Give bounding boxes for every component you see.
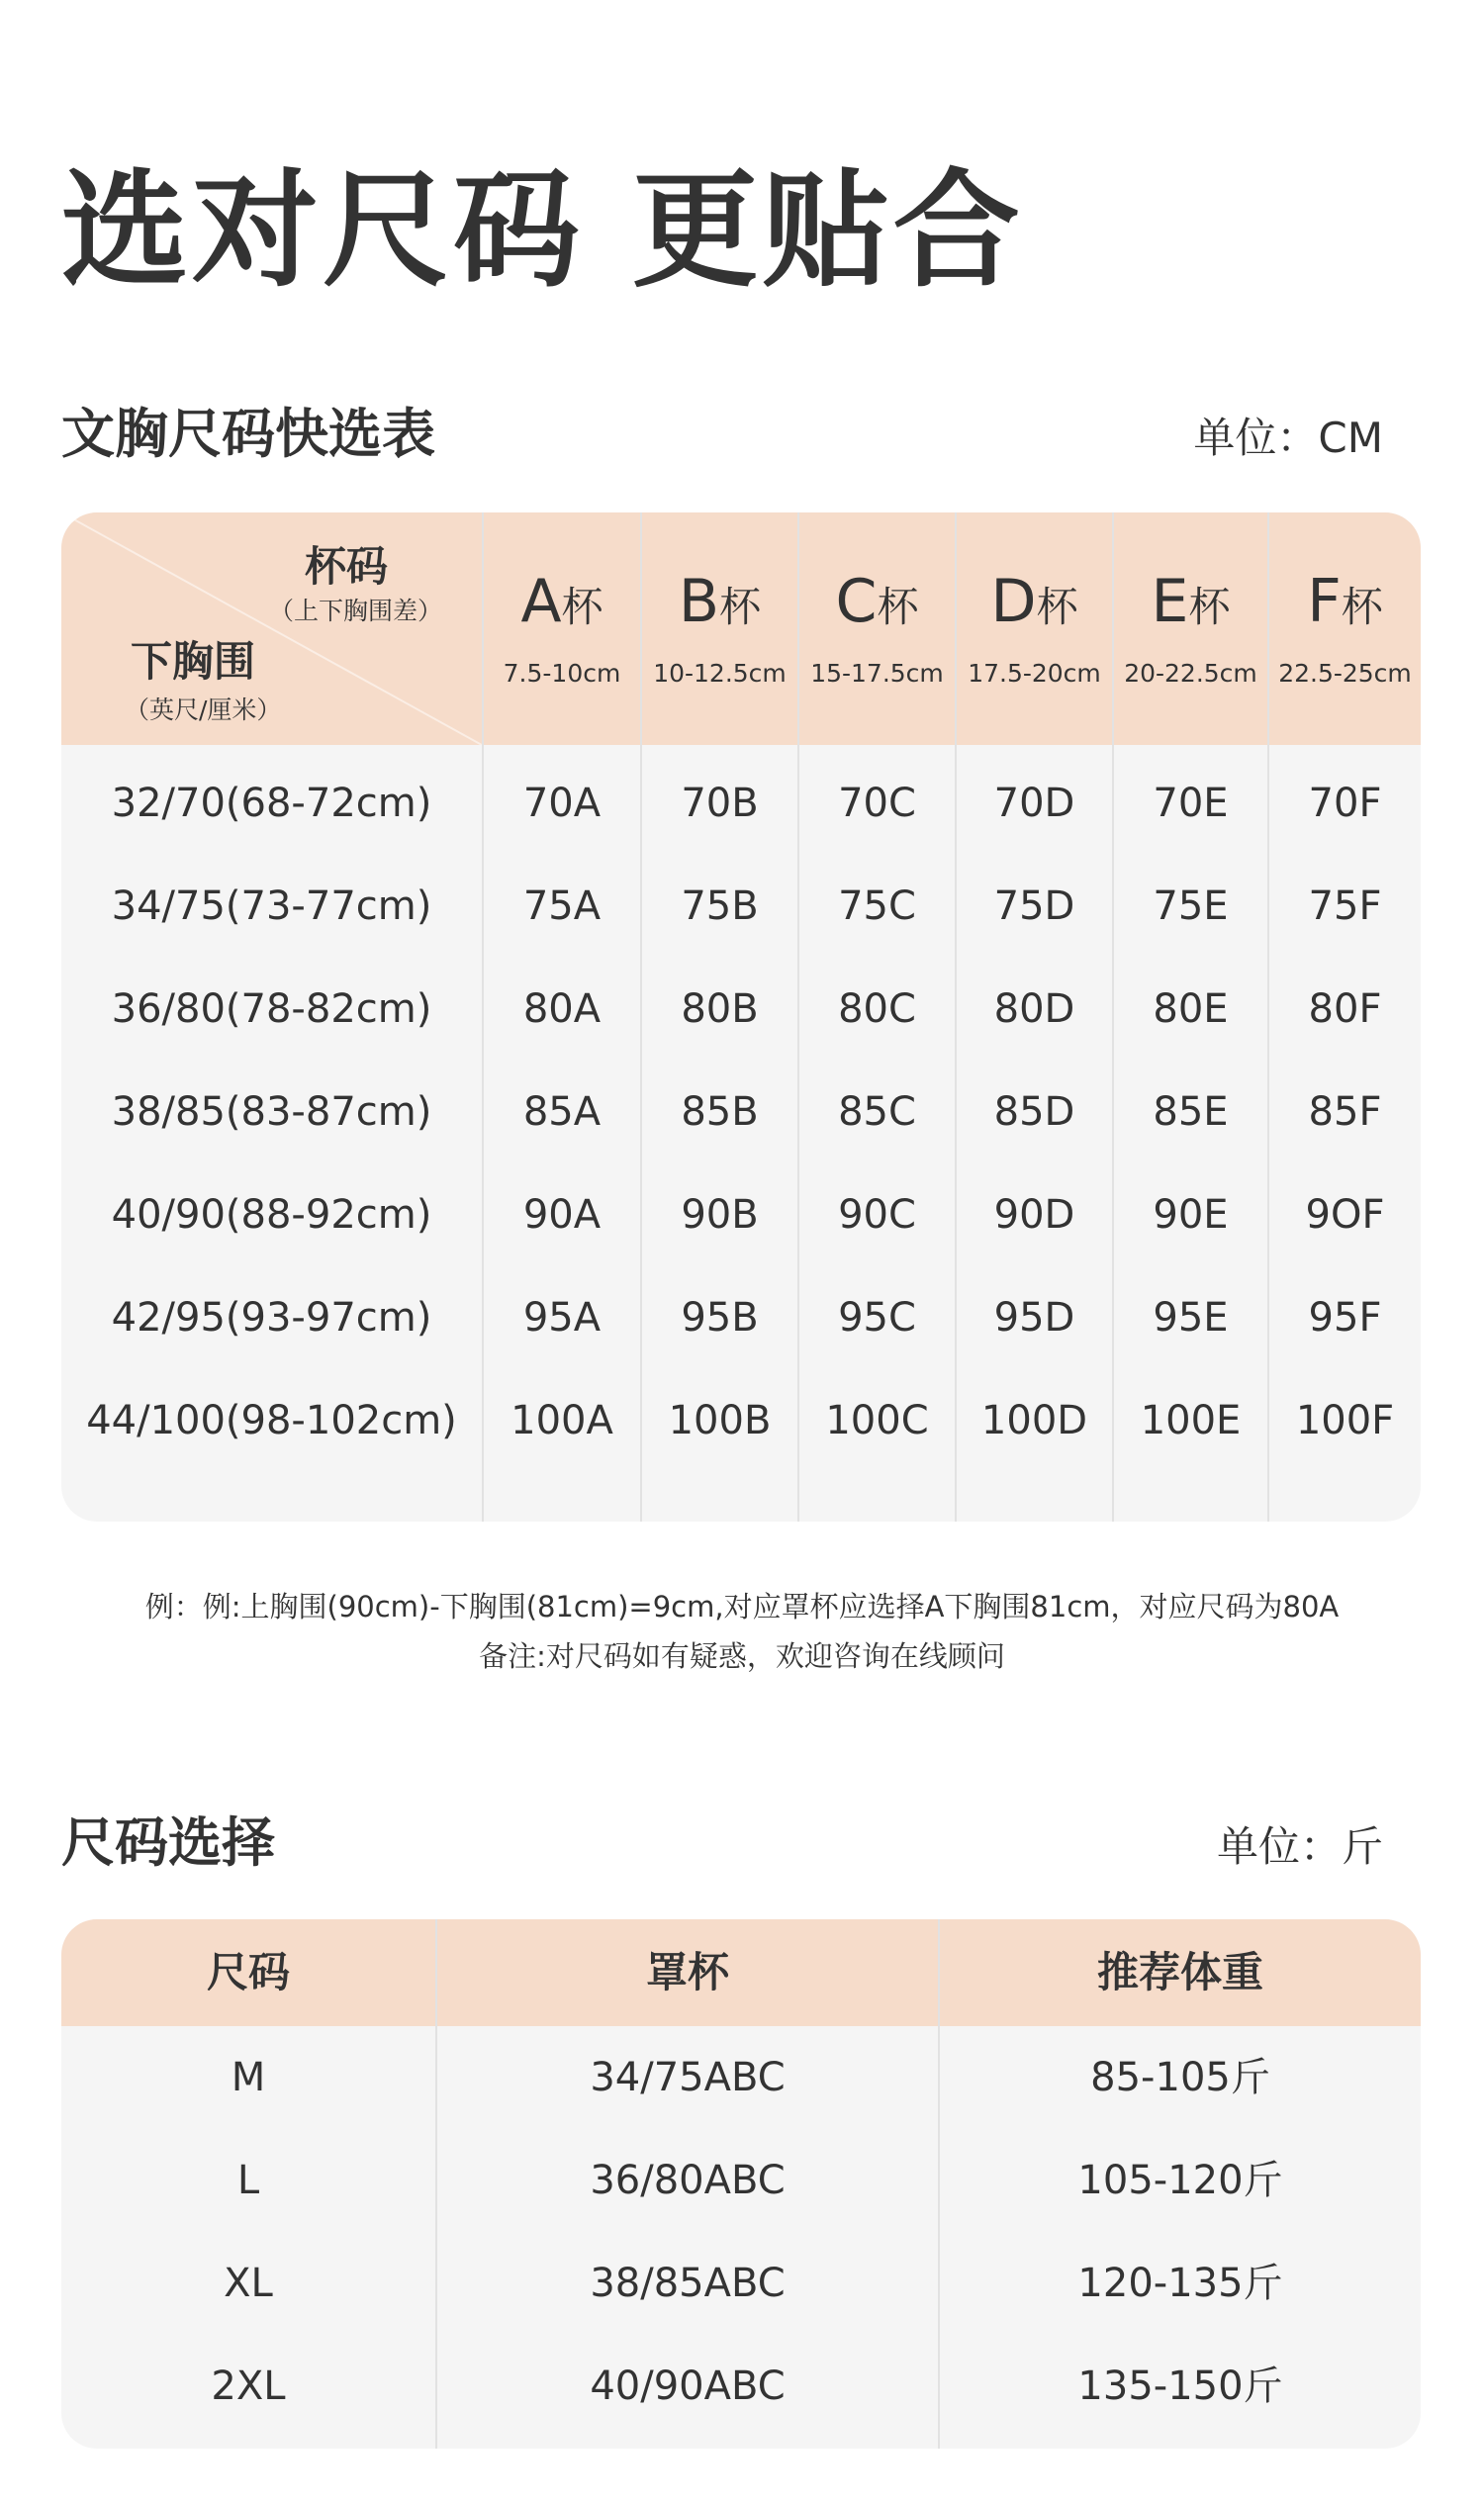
size-cell: 100C <box>825 1398 929 1443</box>
size-value: M <box>231 2055 266 2100</box>
corner-band-sublabel: （英尺/厘米） <box>125 695 282 724</box>
cup-header-a <box>484 512 640 745</box>
table-row <box>61 1266 1421 1369</box>
cup-header-c <box>799 512 955 745</box>
size-table-header <box>61 1919 1421 2026</box>
size-cell: 85D <box>993 1089 1075 1135</box>
cup-letter: C杯 <box>835 567 919 636</box>
bra-section-title: 文胸尺码快选表 <box>61 403 435 465</box>
band-cell: 34/75(73-77cm) <box>111 883 432 929</box>
size-cell: 80D <box>993 986 1075 1032</box>
size-cell: 85E <box>1153 1089 1229 1135</box>
size-cell: 70B <box>681 781 759 826</box>
size-cell: 95A <box>522 1295 602 1341</box>
band-cell: 36/80(78-82cm) <box>111 986 432 1032</box>
cup-letter: B杯 <box>678 567 762 636</box>
cup-header-b <box>642 512 797 745</box>
size-cell: 75F <box>1308 883 1382 929</box>
cup-header-e <box>1114 512 1267 745</box>
cup-letter: E杯 <box>1151 567 1231 636</box>
size-cell: 90A <box>522 1192 602 1238</box>
size-section-title: 尺码选择 <box>61 1811 275 1874</box>
note-example: 例：例:上胸围(90cm)-下胸围(81cm)=9cm,对应罩杯应选择A下胸围81cm，对应尺码为80A <box>144 1590 1340 1623</box>
size-cell: 70A <box>522 781 602 826</box>
band-cell: 40/90(88-92cm) <box>111 1192 432 1238</box>
table-row <box>61 958 1421 1061</box>
table-row <box>61 1163 1421 1266</box>
size-cell: 100E <box>1140 1398 1242 1443</box>
note-remark: 备注:对尺码如有疑惑，欢迎咨询在线顾问 <box>479 1639 1005 1673</box>
cup-header-f <box>1269 512 1421 745</box>
corner-band-label: 下胸围 <box>131 637 256 686</box>
cup-range: 22.5-25cm <box>1278 659 1412 688</box>
bra-unit-label: 单位：CM <box>1193 414 1383 462</box>
cup-range: 10-12.5cm <box>653 659 787 688</box>
cup-letter: A杯 <box>520 567 603 636</box>
size-cell: 80B <box>681 986 759 1032</box>
size-cell: 80C <box>838 986 916 1032</box>
size-cell: 70C <box>838 781 916 826</box>
size-cell: 9OF <box>1305 1192 1385 1238</box>
header-weight: 推荐体重 <box>1096 1948 1263 1996</box>
table-row <box>61 2129 1421 2232</box>
table-row <box>61 1369 1421 1472</box>
weight-value: 135-150斤 <box>1077 2364 1283 2409</box>
cup-value: 34/75ABC <box>590 2055 786 2100</box>
size-cell: 100B <box>668 1398 772 1443</box>
size-cell: 75B <box>681 883 759 929</box>
cup-letter: F杯 <box>1307 567 1383 636</box>
size-unit-label: 单位：斤 <box>1216 1822 1383 1871</box>
cup-range: 15-17.5cm <box>810 659 944 688</box>
size-cell: 85C <box>838 1089 916 1135</box>
size-cell: 95F <box>1308 1295 1382 1341</box>
size-cell: 75C <box>838 883 916 929</box>
size-cell: 70F <box>1308 781 1382 826</box>
size-cell: 100A <box>510 1398 613 1443</box>
size-cell: 85B <box>681 1089 759 1135</box>
cup-range: 20-22.5cm <box>1124 659 1257 688</box>
cup-header-d <box>957 512 1112 745</box>
table-row <box>61 2232 1421 2335</box>
table-row <box>61 752 1421 855</box>
size-cell: 90E <box>1153 1192 1229 1238</box>
table-row <box>61 2335 1421 2438</box>
cup-letter: D杯 <box>990 567 1078 636</box>
cup-range: 7.5-10cm <box>503 659 621 688</box>
cup-range: 17.5-20cm <box>968 659 1101 688</box>
size-value: 2XL <box>211 2364 286 2409</box>
size-cell: 90B <box>681 1192 759 1238</box>
header-cup: 罩杯 <box>645 1948 729 1996</box>
size-cell: 70E <box>1153 781 1229 826</box>
size-cell: 95D <box>993 1295 1075 1341</box>
bra-table-header <box>61 512 1421 745</box>
band-cell: 42/95(93-97cm) <box>111 1295 432 1341</box>
size-cell: 95E <box>1153 1295 1229 1341</box>
size-value: XL <box>224 2261 273 2306</box>
size-cell: 80A <box>522 986 602 1032</box>
table-row <box>61 855 1421 958</box>
size-value: L <box>236 2158 260 2203</box>
size-cell: 70D <box>993 781 1075 826</box>
size-cell: 100F <box>1295 1398 1395 1443</box>
page-title: 选对尺码 更贴合 <box>61 157 1024 305</box>
cup-value: 36/80ABC <box>590 2158 786 2203</box>
size-cell: 80E <box>1153 986 1229 1032</box>
size-cell: 80F <box>1308 986 1382 1032</box>
header-size: 尺码 <box>206 1948 290 1996</box>
size-cell: 75A <box>522 883 602 929</box>
band-cell: 38/85(83-87cm) <box>111 1089 432 1135</box>
bra-size-table <box>61 512 1421 1522</box>
size-cell: 95B <box>681 1295 759 1341</box>
cup-value: 40/90ABC <box>590 2364 786 2409</box>
table-row <box>61 2026 1421 2129</box>
size-cell: 75E <box>1153 883 1229 929</box>
weight-value: 105-120斤 <box>1077 2158 1283 2203</box>
size-cell: 85F <box>1308 1089 1382 1135</box>
table-row <box>61 1061 1421 1163</box>
corner-cup-sublabel: （上下胸围差） <box>269 597 443 625</box>
weight-value: 120-135斤 <box>1077 2261 1283 2306</box>
size-cell: 90C <box>838 1192 916 1238</box>
band-cell: 44/100(98-102cm) <box>86 1398 457 1443</box>
band-cell: 32/70(68-72cm) <box>111 781 432 826</box>
weight-value: 85-105斤 <box>1090 2055 1270 2100</box>
size-cell: 75D <box>993 883 1075 929</box>
size-cell: 95C <box>838 1295 916 1341</box>
cup-value: 38/85ABC <box>590 2261 786 2306</box>
size-cell: 100D <box>980 1398 1088 1443</box>
size-selection-table <box>61 1919 1421 2449</box>
size-cell: 85A <box>522 1089 602 1135</box>
size-cell: 90D <box>993 1192 1075 1238</box>
corner-cup-label: 杯码 <box>305 542 389 591</box>
